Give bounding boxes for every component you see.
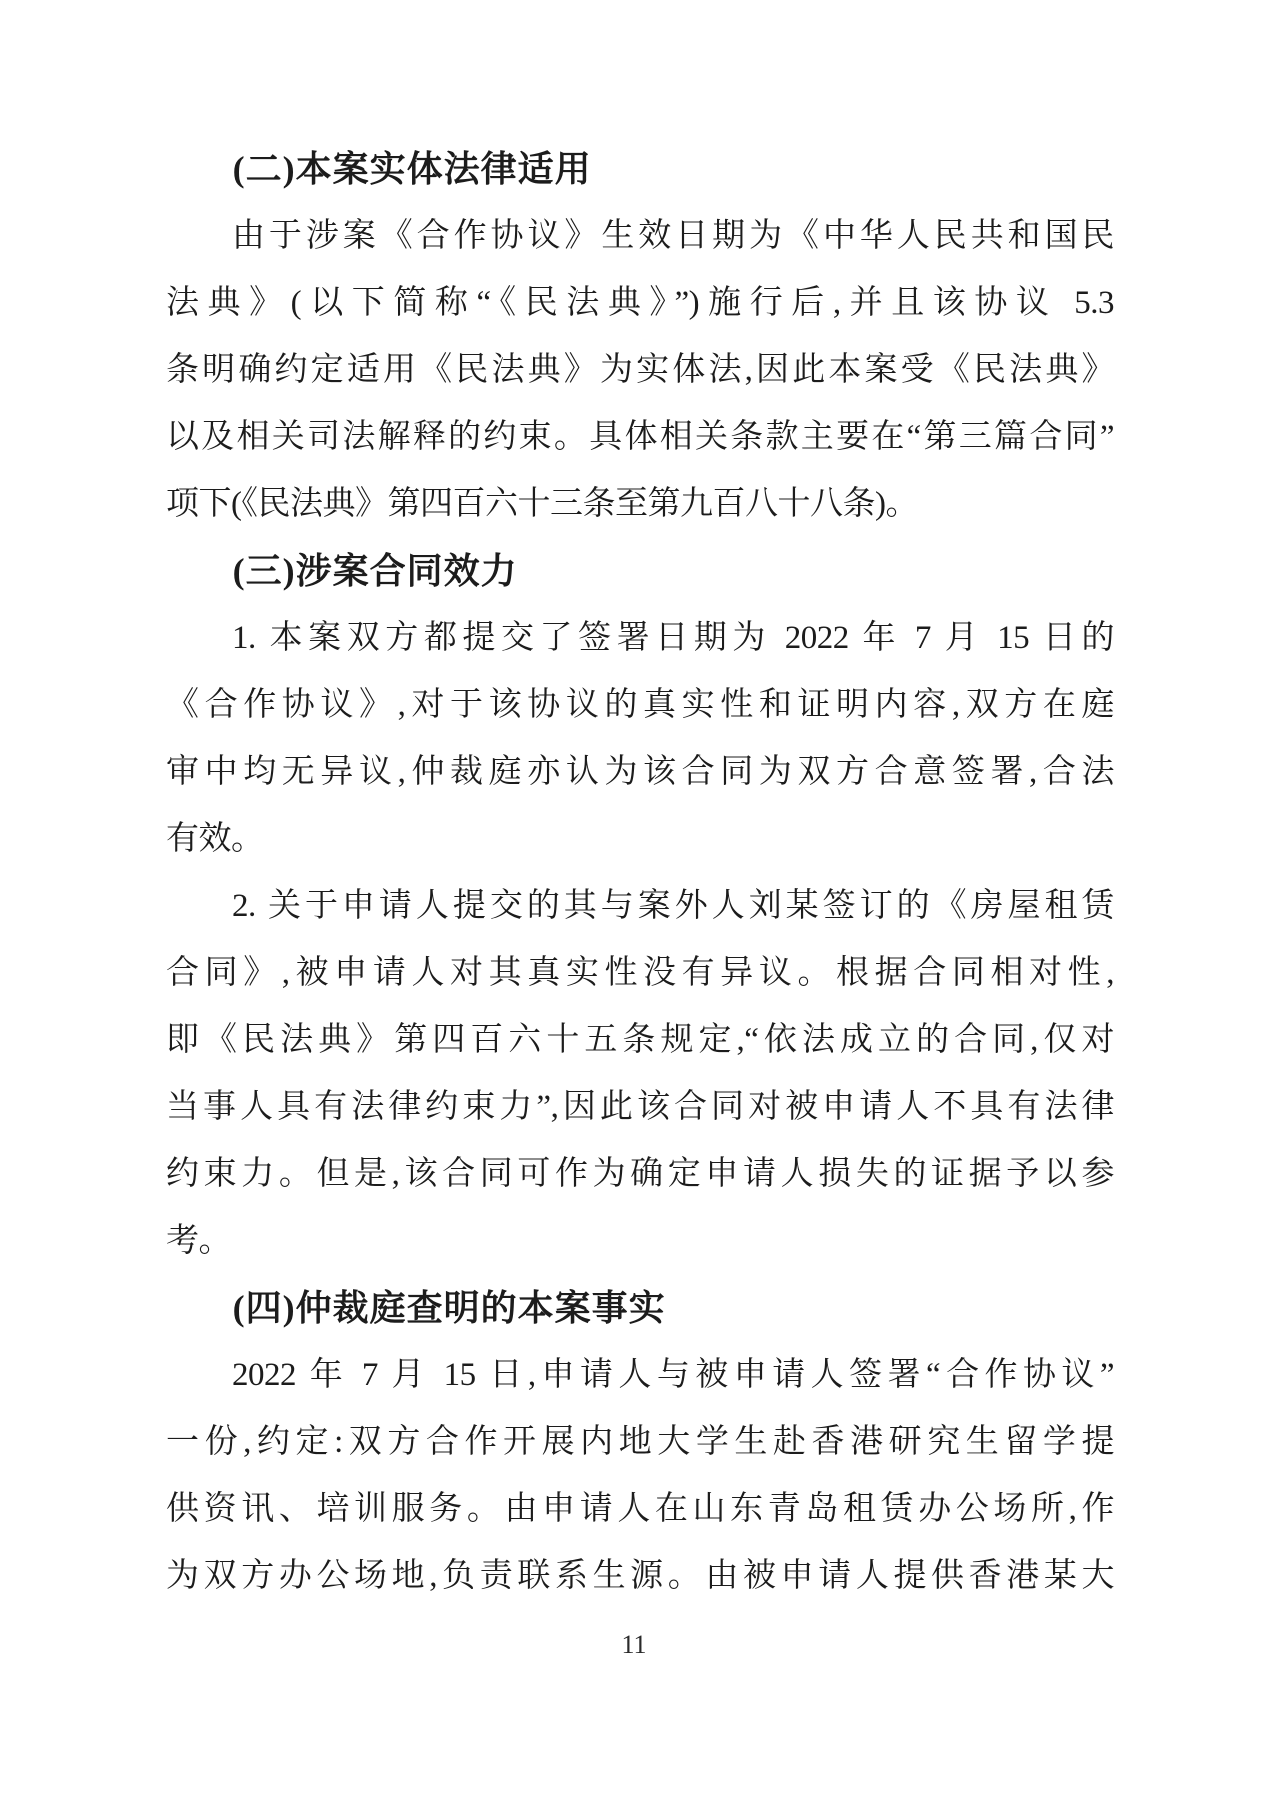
body-line: 当事人具有法律约束力”,因此该合同对被申请人不具有法律 bbox=[166, 1089, 1114, 1125]
body-line: 2022 年 7 月 15 日,申请人与被申请人签署“合作协议” bbox=[232, 1357, 1114, 1393]
body-line: 审中均无异议,仲裁庭亦认为该合同为双方合意签署,合法 bbox=[166, 754, 1114, 790]
body-line: 约束力。但是,该合同可作为确定申请人损失的证据予以参 bbox=[166, 1156, 1114, 1192]
page-number: 11 bbox=[621, 1630, 647, 1659]
section-heading-2: (二)本案实体法律适用 bbox=[232, 149, 592, 189]
body-line: 一份,约定:双方合作开展内地大学生赴香港研究生留学提 bbox=[166, 1424, 1114, 1460]
text-column bbox=[166, 136, 1114, 1610]
body-line: 即《民法典》第四百六十五条规定,“依法成立的合同,仅对 bbox=[166, 1022, 1114, 1058]
body-line: 考。 bbox=[166, 1223, 231, 1259]
body-line: 项下(《民法典》第四百六十三条至第九百八十八条)。 bbox=[166, 486, 918, 522]
body-line: 《合作协议》,对于该协议的真实性和证明内容,双方在庭 bbox=[166, 687, 1115, 723]
body-line: 1. 本案双方都提交了签署日期为 2022 年 7 月 15 日的 bbox=[232, 620, 1114, 656]
body-line: 2. 关于申请人提交的其与案外人刘某签订的《房屋租赁 bbox=[232, 888, 1114, 924]
body-line: 以及相关司法解释的约束。具体相关条款主要在“第三篇合同” bbox=[166, 419, 1114, 455]
section-heading-4: (四)仲裁庭查明的本案事实 bbox=[232, 1288, 666, 1328]
body-line: 供资讯、培训服务。由申请人在山东青岛租赁办公场所,作 bbox=[166, 1491, 1114, 1527]
section-heading-3: (三)涉案合同效力 bbox=[232, 551, 518, 591]
body-line: 为双方办公场地,负责联系生源。由被申请人提供香港某大 bbox=[166, 1558, 1114, 1594]
body-line: 由于涉案《合作协议》生效日期为《中华人民共和国民 bbox=[232, 218, 1114, 254]
body-line: 合同》,被申请人对其真实性没有异议。根据合同相对性, bbox=[166, 955, 1114, 991]
body-line: 有效。 bbox=[166, 821, 264, 857]
body-line: 条明确约定适用《民法典》为实体法,因此本案受《民法典》 bbox=[166, 352, 1114, 388]
body-line: 法典》(以下简称“《民法典》”)施行后,并且该协议 5.3 bbox=[166, 285, 1114, 321]
